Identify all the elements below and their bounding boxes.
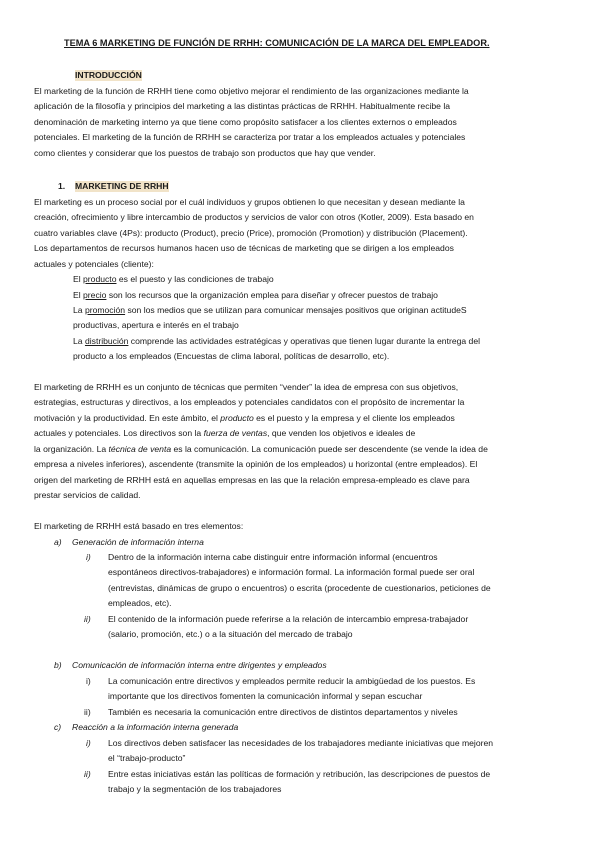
item-line: (entrevistas, dinámicas de grupo o encuentros) o escrita (procedente de cuestionarios, peticiones de [108,583,491,593]
item-number: i) [86,676,91,686]
section-line: El marketing es un proceso social por el cuál individuos y grupos obtienen lo que necesitan y desean mediante la [34,197,465,207]
item-line: La comunicación entre directivos y empleados permite reducir la ambigüedad de los puestos. Es [108,676,476,686]
element-a-heading: Generación de información interna [72,537,204,547]
item-number: i) [86,552,91,562]
intro-line: El marketing de la función de RRHH tiene como objetivo mejorar el rendimiento de las organizaciones mediante la [34,86,469,96]
section-number: 1. [58,181,66,191]
item-line: El contenido de la información puede referirse a la relación de intercambio empresa-trabajador [108,614,469,624]
element-a-label: a) [54,537,62,547]
element-c-label: c) [54,722,62,732]
section-heading: MARKETING DE RRHH [75,181,169,191]
ps-item-promocion: La promoción son los medios que se utilizan para comunicar mensajes positivos que originan actitudeS [73,305,467,315]
para-line: El marketing de RRHH es un conjunto de técnicas que permiten “vender” la idea de empresa con sus objetivos, [34,382,459,392]
section-line: Los departamentos de recursos humanos hacen uso de técnicas de marketing que se dirigen a los empleados [34,243,454,253]
item-number: ii) [84,614,91,624]
item-line: el “trabajo-producto” [108,753,186,763]
para-line: estrategias, estructuras y directivos, a los empleados y potenciales candidatos con el propósito de incrementar la [34,397,465,407]
element-c-heading: Reacción a la información interna generada [72,722,239,732]
section-line: actuales y potenciales (cliente): [34,259,154,269]
item-number: i) [86,738,91,748]
item-line: Dentro de la información interna cabe distinguir entre información informal (encuentros [108,552,438,562]
ps-item-distribucion-cont: producto a los empleados (Encuestas de clima laboral, políticas de desarrollo, etc). [73,351,390,361]
intro-heading: INTRODUCCIÓN [75,70,142,80]
intro-line: como clientes y considerar que los puestos de trabajo son productos que hay que vender. [34,148,376,158]
item-number: ii) [84,769,91,779]
item-line: (salario, promoción, etc.) o a la situación del mercado de trabajo [108,629,353,639]
intro-line: denominación de marketing interno ya que tiene como propósito satisfacer a los clientes externos o empleados [34,117,457,127]
item-line: espontáneos directivos-trabajadores) e información formal. La información formal puede ser oral [108,567,475,577]
ps-item-distribucion: La distribución comprende las actividades estratégicas y operativas que tienen lugar durante la entrega del [73,336,481,346]
elements-intro: El marketing de RRHH está basado en tres elementos: [34,521,244,531]
item-line: empleados, etc). [108,598,172,608]
intro-line: potenciales. El marketing de la función de RRHH se caracteriza por tratar a los empleados actuales y potenciales [34,132,466,142]
ps-item-producto: El producto es el puesto y las condiciones de trabajo [73,274,274,284]
para-line: actuales y potenciales. Los directivos son la fuerza de ventas, que venden los objetivos e ideales de [34,428,416,438]
item-line: Entre estas iniciativas están las políticas de formación y retribución, las descripciones de puestos de [108,769,491,779]
intro-line: aplicación de la filosofía y principios del marketing a las distintas prácticas de RRHH. Habitualmente recibe la [34,101,451,111]
element-b-label: b) [54,660,62,670]
section-line: cuatro variables clave (4Ps): producto (Product), precio (Price), promoción (Promotion) y distribución (Placement). [34,228,468,238]
item-line: importante que los directivos fomenten la comunicación informal y sepan escuchar [108,691,423,701]
item-line: También es necesaria la comunicación entre directivos de distintos departamentos y niveles [108,707,458,717]
item-line: trabajo y la segmentación de los trabajadores [108,784,282,794]
ps-item-precio: El precio son los recursos que la organización emplea para diseñar y ofrecer puestos de trabajo [73,290,438,300]
element-b-heading: Comunicación de información interna entre dirigentes y empleados [72,660,327,670]
para-line: origen del marketing de RRHH está en aquellas empresas en las que la relación empresa-empleado es clave para [34,475,470,485]
para-line: empresa a niveles inferiores), ascendente (transmite la opinión de los empleados) u horizontal (entre empleados). El [34,459,478,469]
section-line: creación, ofrecimiento y libre intercambio de productos y servicios de valor con otros (Kotler, 2009). Esta basado en [34,212,474,222]
ps-item-promocion-cont: productivas, apertura e interés en el trabajo [73,320,239,330]
item-line: Los directivos deben satisfacer las necesidades de los trabajadores mediante iniciativas que mejoren [108,738,494,748]
item-number: ii) [84,707,91,717]
para-line: motivación y la productividad. En este ámbito, el producto es el puesto y la empresa y el cliente los empleados [34,413,455,423]
para-line: prestar servicios de calidad. [34,490,141,500]
page-title: TEMA 6 MARKETING DE FUNCIÓN DE RRHH: COMUNICACIÓN DE LA MARCA DEL EMPLEADOR. [64,38,490,48]
para-line: la organización. La técnica de venta es la comunicación. La comunicación puede ser descendente (se vende la idea de [34,444,488,454]
